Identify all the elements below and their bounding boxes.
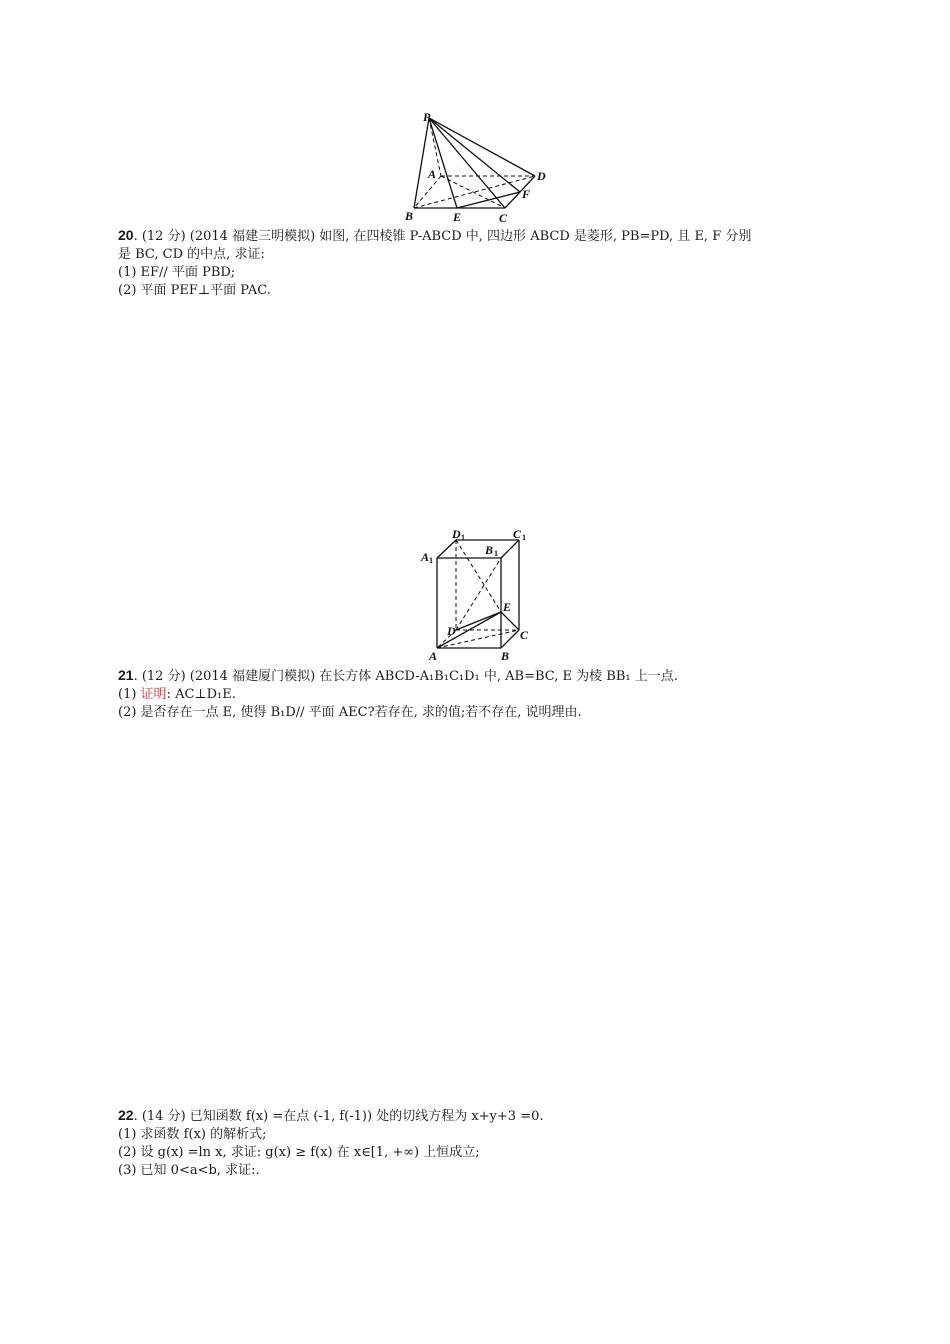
question-22 [118,1106,838,1180]
pyramid-diagram [395,110,555,225]
edge-pb [414,118,429,208]
edge-pf [429,118,520,192]
pyramid-figure [395,110,555,225]
sub-question-2: (2) 平面 PEF⊥平面 PAC. [118,283,271,298]
sub-question-2: (2) 是否存在一点 E, 使得 B₁D// 平面 AEC?若存在, 求的值;若不存在, 说明理由. [118,705,582,720]
label-c1: C [513,527,522,541]
edge-ef [457,192,520,208]
diag-ac [441,176,505,208]
svg-text:1: 1 [494,549,498,558]
label-a1: A [421,550,430,564]
proof-keyword: 证明 [140,687,167,702]
sub-question-2: (2) 设 g(x) =ln x, 求证: g(x) ≥ f(x) 在 x∈[1, +∞) 上恒成立; [118,1145,480,1160]
label-b: B [501,649,510,663]
label-a: A [428,167,437,181]
label-d: D [537,169,546,183]
label-p: P [423,110,431,124]
svg-text:1: 1 [461,533,465,542]
question-number: 20 [118,227,134,243]
cuboid-diagram [415,525,540,665]
question-stem-cont: 是 BC, CD 的中点, 求证: [118,247,265,262]
cuboid-figure [415,525,540,665]
sub-question-1: (1) 证明: AC⊥D₁E. [118,687,236,702]
label-b: B [405,209,414,223]
svg-text:1: 1 [429,556,433,565]
question-number: 21 [118,667,134,683]
sub-question-1: (1) EF// 平面 PBD; [118,265,236,280]
question-stem: . (14 分) 已知函数 f(x) =在点 (-1, f(-1)) 处的切线方程为 x+y+3 =0. [133,1109,544,1124]
edge-pc [429,118,505,208]
label-c: C [499,211,508,225]
label-b1: B [485,543,494,557]
question-21 [118,666,838,722]
label-e: E [453,210,462,224]
question-number: 22 [118,1107,134,1123]
svg-text:1: 1 [522,533,526,542]
label-f: F [522,187,531,201]
sub-question-1: (1) 求函数 f(x) 的解析式; [118,1127,267,1142]
question-stem: . (12 分) (2014 福建三明模拟) 如图, 在四棱锥 P-ABCD 中, 四边形 ABCD 是菱形, PB=PD, 且 E, F 分别 [133,229,752,244]
label-e: E [503,600,512,614]
label-d1: D [452,527,461,541]
label-c: C [520,628,529,642]
label-a: A [429,649,438,663]
label-d: D [447,624,456,638]
question-20 [118,226,838,300]
question-stem: . (12 分) (2014 福建厦门模拟) 在长方体 ABCD-A₁B₁C₁D₁ 中, AB=BC, E 为棱 BB₁ 上一点. [133,669,678,684]
sub-question-3: (3) 已知 0<a<b, 求证:. [118,1163,260,1178]
